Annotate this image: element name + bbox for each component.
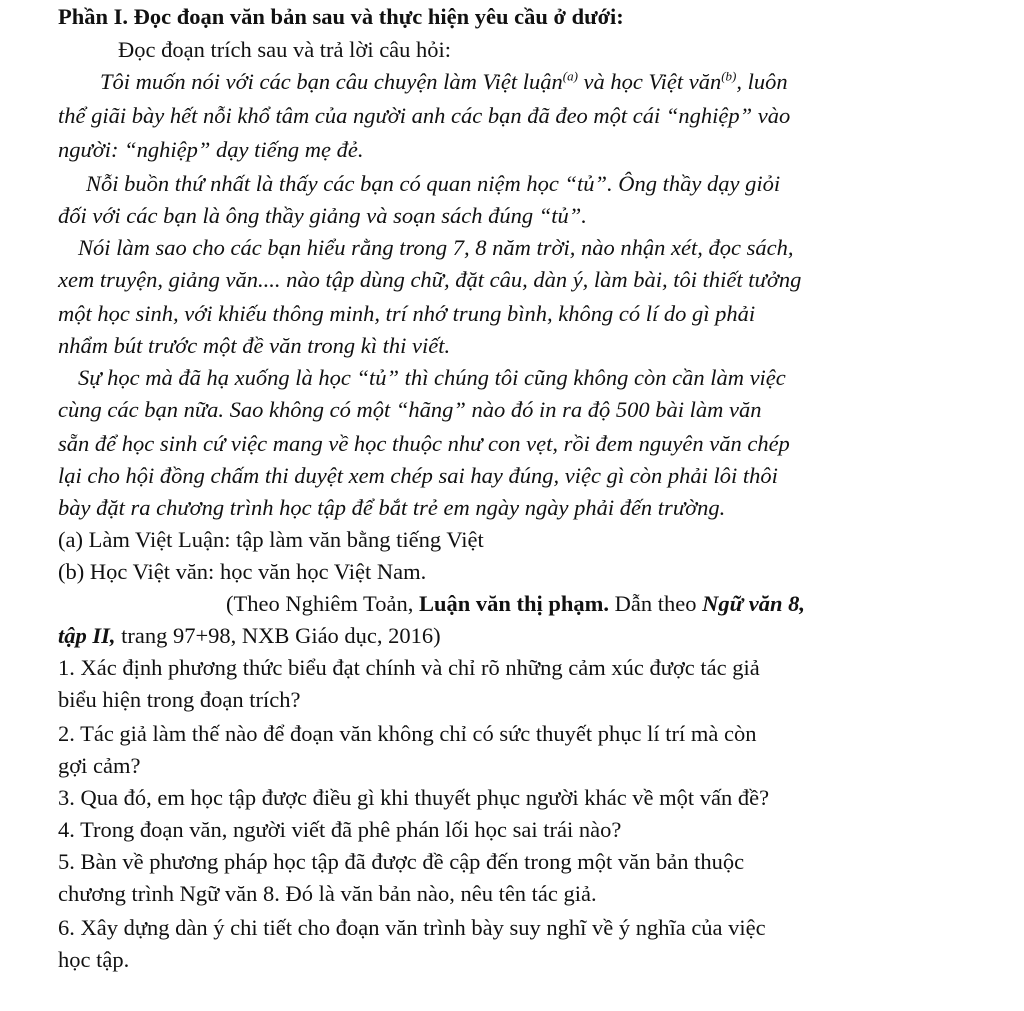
instruction-text: Đọc đoạn trích sau và trả lời câu hỏi: — [118, 37, 452, 62]
textbook-title: Ngữ văn 8, — [702, 591, 806, 616]
source-citation: (Theo Nghiêm Toản, Luận văn thị phạm. Dẫn theo Ngữ văn 8, — [226, 591, 806, 616]
passage-line: bày đặt ra chương trình học tập để bắt trẻ em ngày ngày phải đến trường. — [58, 495, 726, 520]
question-5: 5. Bàn về phương pháp học tập đã được đề cập đến trong một văn bản thuộc — [58, 849, 745, 874]
passage-line: Nỗi buồn thứ nhất là thấy các bạn có quan niệm học “tủ”. Ông thầy dạy giỏi — [86, 171, 781, 196]
passage-line: thể giãi bày hết nỗi khổ tâm của người anh các bạn đã đeo một cái “nghiệp” vào — [58, 103, 791, 128]
footnote-a: (a) Làm Việt Luận: tập làm văn bằng tiếng Việt — [58, 527, 484, 552]
question-4: 4. Trong đoạn văn, người viết đã phê phán lối học sai trái nào? — [58, 817, 622, 842]
footnote-b: (b) Học Việt văn: học văn học Việt Nam. — [58, 559, 427, 584]
passage-line: sẵn để học sinh cứ việc mang về học thuộc như con vẹt, rồi đem nguyên văn chép — [58, 431, 790, 456]
textbook-volume: tập II, — [58, 623, 116, 648]
question-1-cont: biểu hiện trong đoạn trích? — [58, 687, 301, 712]
passage-line: Tôi muốn nói với các bạn câu chuyện làm Việt luận$^{(a)}$ và học Việt văn$^{(b)}$, luôn — [100, 68, 788, 94]
passage-line: người: “nghiệp” dạy tiếng mẹ đẻ. — [58, 137, 364, 162]
footnote-marker-b: (b) — [721, 68, 737, 84]
passage-line: cùng các bạn nữa. Sao không có một “hãng” nào đó in ra độ 500 bài làm văn — [58, 397, 762, 422]
question-6-cont: học tập. — [58, 947, 130, 972]
question-2-cont: gợi cảm? — [58, 753, 141, 778]
passage-line: đối với các bạn là ông thầy giảng và soạn sách đúng “tủ”. — [58, 203, 587, 228]
footnote-marker-a: (a) — [562, 68, 578, 84]
passage-line: nhẩm bút trước một đề văn trong kì thi viết. — [58, 333, 451, 358]
passage-line: một học sinh, với khiếu thông minh, trí nhớ trung bình, không có lí do gì phải — [58, 301, 756, 326]
question-3: 3. Qua đó, em học tập được điều gì khi thuyết phục người khác về một vấn đề? — [58, 785, 770, 810]
source-citation-cont: tập II, trang 97+98, NXB Giáo dục, 2016) — [58, 623, 441, 648]
passage-line: xem truyện, giảng văn.... nào tập dùng chữ, đặt câu, dàn ý, làm bài, tôi thiết tưởng — [58, 267, 802, 292]
book-title: Luận văn thị phạm. — [418, 591, 610, 616]
section-heading: Phần I. Đọc đoạn văn bản sau và thực hiện yêu cầu ở dưới: — [58, 4, 624, 29]
passage-line: Nói làm sao cho các bạn hiểu rằng trong 7, 8 năm trời, nào nhận xét, đọc sách, — [78, 235, 794, 260]
passage-line: lại cho hội đồng chấm thi duyệt xem chép sai hay đúng, việc gì còn phải lôi thôi — [58, 463, 778, 488]
question-1: 1. Xác định phương thức biểu đạt chính và chỉ rõ những cảm xúc được tác giả — [58, 655, 760, 680]
question-6: 6. Xây dựng dàn ý chi tiết cho đoạn văn trình bày suy nghĩ về ý nghĩa của việc — [58, 915, 766, 940]
passage-line: Sự học mà đã hạ xuống là học “tủ” thì chúng tôi cũng không còn cần làm việc — [78, 365, 786, 390]
question-2: 2. Tác giả làm thế nào để đoạn văn không chỉ có sức thuyết phục lí trí mà còn — [58, 721, 757, 746]
question-5-cont: chương trình Ngữ văn 8. Đó là văn bản nào, nêu tên tác giả. — [58, 881, 597, 906]
